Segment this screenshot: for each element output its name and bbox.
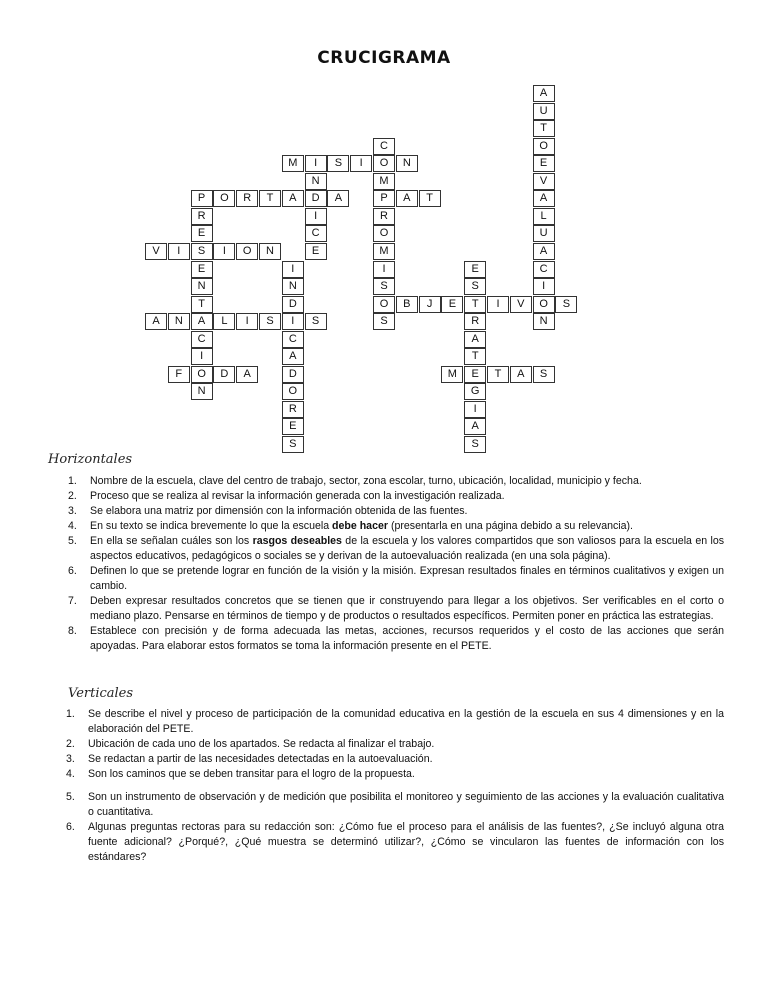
clue-text: Se describe el nivel y proceso de participación de la comunidad educativa en la gestión de la escuela en sus 4 dimensiones y en la elaboración del PETE. [88, 708, 724, 735]
grid-cell: S [533, 366, 555, 383]
clue-number: 1. [66, 708, 75, 720]
grid-cell: A [282, 348, 304, 365]
clue-number: 3. [66, 753, 75, 765]
grid-cell: P [191, 190, 213, 207]
grid-cell: L [213, 313, 235, 330]
grid-cell: I [305, 208, 327, 225]
clue-text: Ubicación de cada uno de los apartados. Se redacta al finalizar el trabajo. [88, 738, 435, 750]
grid-cell: M [373, 243, 395, 260]
grid-cell: D [282, 366, 304, 383]
grid-cell: R [464, 313, 486, 330]
grid-cell: T [191, 296, 213, 313]
grid-cell: T [464, 296, 486, 313]
grid-cell: E [464, 366, 486, 383]
clue-vertical-2 [66, 737, 724, 752]
grid-cell: V [510, 296, 532, 313]
grid-cell: C [282, 331, 304, 348]
grid-cell: A [396, 190, 418, 207]
grid-cell: I [282, 313, 304, 330]
grid-cell: N [259, 243, 281, 260]
clue-text: Se elabora una matriz por dimensión con la información obtenida de las fuentes. [90, 505, 468, 517]
grid-cell: S [373, 278, 395, 295]
grid-cell: I [213, 243, 235, 260]
grid-cell: I [168, 243, 190, 260]
grid-cell: A [533, 190, 555, 207]
clue-text: Algunas preguntas rectoras para su redacción son: ¿Cómo fue el proceso para el análisis de las fuentes?, ¿Se incluyó alguna otra fuente adicional? ¿Porqué?, ¿Qué muestra se determinó utilizar?, ¿Cómo se vincularon las fuentes de información con los estándares? [88, 821, 724, 863]
grid-cell: S [259, 313, 281, 330]
grid-cell: O [533, 296, 555, 313]
grid-cell: M [441, 366, 463, 383]
grid-cell: N [168, 313, 190, 330]
grid-cell: T [533, 120, 555, 137]
grid-cell: N [305, 173, 327, 190]
grid-cell: I [282, 261, 304, 278]
grid-cell: N [396, 155, 418, 172]
grid-cell: A [533, 85, 555, 102]
clue-horizontal-4 [68, 519, 724, 534]
grid-cell: O [236, 243, 258, 260]
grid-cell: I [350, 155, 372, 172]
clue-horizontal-5 [68, 534, 724, 564]
grid-cell: L [533, 208, 555, 225]
grid-cell: N [191, 278, 213, 295]
grid-cell: T [259, 190, 281, 207]
grid-cell: S [191, 243, 213, 260]
grid-cell: O [282, 383, 304, 400]
grid-cell: N [533, 313, 555, 330]
clue-horizontal-7 [68, 594, 724, 624]
grid-cell: P [373, 190, 395, 207]
grid-cell: E [191, 225, 213, 242]
grid-cell: C [373, 138, 395, 155]
grid-cell: A [533, 243, 555, 260]
grid-cell: R [373, 208, 395, 225]
grid-cell: B [396, 296, 418, 313]
grid-cell: A [464, 418, 486, 435]
grid-cell: A [236, 366, 258, 383]
grid-cell: A [145, 313, 167, 330]
grid-cell: E [305, 243, 327, 260]
horizontales-clue-list [68, 474, 724, 654]
grid-cell: S [305, 313, 327, 330]
clue-vertical-6 [66, 820, 724, 865]
clue-text: Establece con precisión y de forma adecuada las metas, acciones, recursos requeridos y el costo de las acciones que serán apoyadas. Para elaborar estos formatos se toma la información presente en el PETE. [90, 625, 724, 652]
clue-number: 2. [68, 490, 77, 502]
grid-cell: S [373, 313, 395, 330]
clue-number: 4. [68, 520, 77, 532]
clue-text: Son un instrumento de observación y de medición que posibilita el monitoreo y seguimiento de las acciones y la evaluación cualitativa o cuantitativa. [88, 791, 724, 818]
grid-cell: U [533, 225, 555, 242]
grid-cell: S [327, 155, 349, 172]
grid-cell: G [464, 383, 486, 400]
grid-cell: U [533, 103, 555, 120]
grid-cell: E [191, 261, 213, 278]
grid-cell: E [533, 155, 555, 172]
grid-cell: A [464, 331, 486, 348]
grid-cell: A [327, 190, 349, 207]
clue-number: 7. [68, 595, 77, 607]
clue-horizontal-6 [68, 564, 724, 594]
grid-cell: T [419, 190, 441, 207]
clue-vertical-3 [66, 752, 724, 767]
clue-number: 8. [68, 625, 77, 637]
clue-text: Definen lo que se pretende lograr en función de la visión y la misión. Expresan resultados finales en términos cualitativos y exigen un cambio. [90, 565, 724, 592]
grid-cell: R [191, 208, 213, 225]
clue-number: 2. [66, 738, 75, 750]
grid-cell: I [487, 296, 509, 313]
grid-cell: A [510, 366, 532, 383]
clue-vertical-4 [66, 767, 724, 782]
grid-cell: R [236, 190, 258, 207]
verticales-clue-list [66, 707, 724, 865]
grid-cell: E [282, 418, 304, 435]
clue-number: 6. [66, 821, 75, 833]
clue-vertical-1 [66, 707, 724, 737]
grid-cell: D [213, 366, 235, 383]
grid-cell: R [282, 401, 304, 418]
grid-cell: V [145, 243, 167, 260]
crossword-grid [0, 0, 768, 460]
grid-cell: M [282, 155, 304, 172]
grid-cell: V [533, 173, 555, 190]
clue-text: Proceso que se realiza al revisar la información generada con la investigación realizada. [90, 490, 505, 502]
grid-cell: F [168, 366, 190, 383]
clue-text: Deben expresar resultados concretos que se tienen que ir construyendo para llegar a los objetivos. Ser verificables en el corto o mediano plazo. Pensarse en términos de tiempo y de productos o resultados específicos. Permiten poner en práctica las estrategias. [90, 595, 724, 622]
grid-cell: C [533, 261, 555, 278]
clue-text: Nombre de la escuela, clave del centro de trabajo, sector, zona escolar, turno, ubicación, localidad, municipio y fecha. [90, 475, 642, 487]
grid-cell: N [191, 383, 213, 400]
clue-number: 3. [68, 505, 77, 517]
grid-cell: M [373, 173, 395, 190]
page-title: CRUCIGRAMA [317, 48, 451, 68]
grid-cell: I [305, 155, 327, 172]
clue-text: Son los caminos que se deben transitar para el logro de la propuesta. [88, 768, 415, 780]
clue-horizontal-1 [68, 474, 724, 489]
grid-cell: S [464, 436, 486, 453]
clue-number: 6. [68, 565, 77, 577]
grid-cell: S [282, 436, 304, 453]
grid-cell: J [419, 296, 441, 313]
grid-cell: D [305, 190, 327, 207]
clue-number: 5. [68, 535, 77, 547]
grid-cell: O [373, 225, 395, 242]
grid-cell: T [464, 348, 486, 365]
clue-text: En su texto se indica brevemente lo que la escuela debe hacer (presentarla en una página debido a su relevancia). [90, 520, 633, 532]
grid-cell: C [305, 225, 327, 242]
grid-cell: O [373, 155, 395, 172]
clue-horizontal-3 [68, 504, 724, 519]
grid-cell: I [373, 261, 395, 278]
emphasis: rasgos deseables [252, 535, 342, 547]
grid-cell: S [555, 296, 577, 313]
grid-cell: I [236, 313, 258, 330]
grid-cell: N [282, 278, 304, 295]
grid-cell: O [533, 138, 555, 155]
grid-cell: D [282, 296, 304, 313]
grid-cell: A [282, 190, 304, 207]
clue-number: 4. [66, 768, 75, 780]
verticales-heading: Verticales [68, 686, 134, 701]
grid-cell: O [191, 366, 213, 383]
grid-cell: I [533, 278, 555, 295]
clue-number: 1. [68, 475, 77, 487]
clue-vertical-5 [66, 790, 724, 820]
clue-horizontal-8 [68, 624, 724, 654]
clue-text: Se redactan a partir de las necesidades detectadas en la autoevaluación. [88, 753, 433, 765]
emphasis: debe hacer [332, 520, 388, 532]
grid-cell: A [191, 313, 213, 330]
grid-cell: S [464, 278, 486, 295]
grid-cell: E [464, 261, 486, 278]
grid-cell: O [213, 190, 235, 207]
clue-text: En ella se señalan cuáles son los rasgos deseables de la escuela y los valores compartidos que son valiosos para la escuela en los aspectos educativos, pedagógicos o sociales se y derivan de la autoevaluación realizada (en una sola página). [90, 535, 725, 562]
grid-cell: C [191, 331, 213, 348]
clue-number: 5. [66, 791, 75, 803]
horizontales-heading: Horizontales [48, 452, 133, 467]
clue-horizontal-2 [68, 489, 724, 504]
grid-cell: E [441, 296, 463, 313]
grid-cell: I [191, 348, 213, 365]
grid-cell: O [373, 296, 395, 313]
grid-cell: I [464, 401, 486, 418]
grid-cell: T [487, 366, 509, 383]
